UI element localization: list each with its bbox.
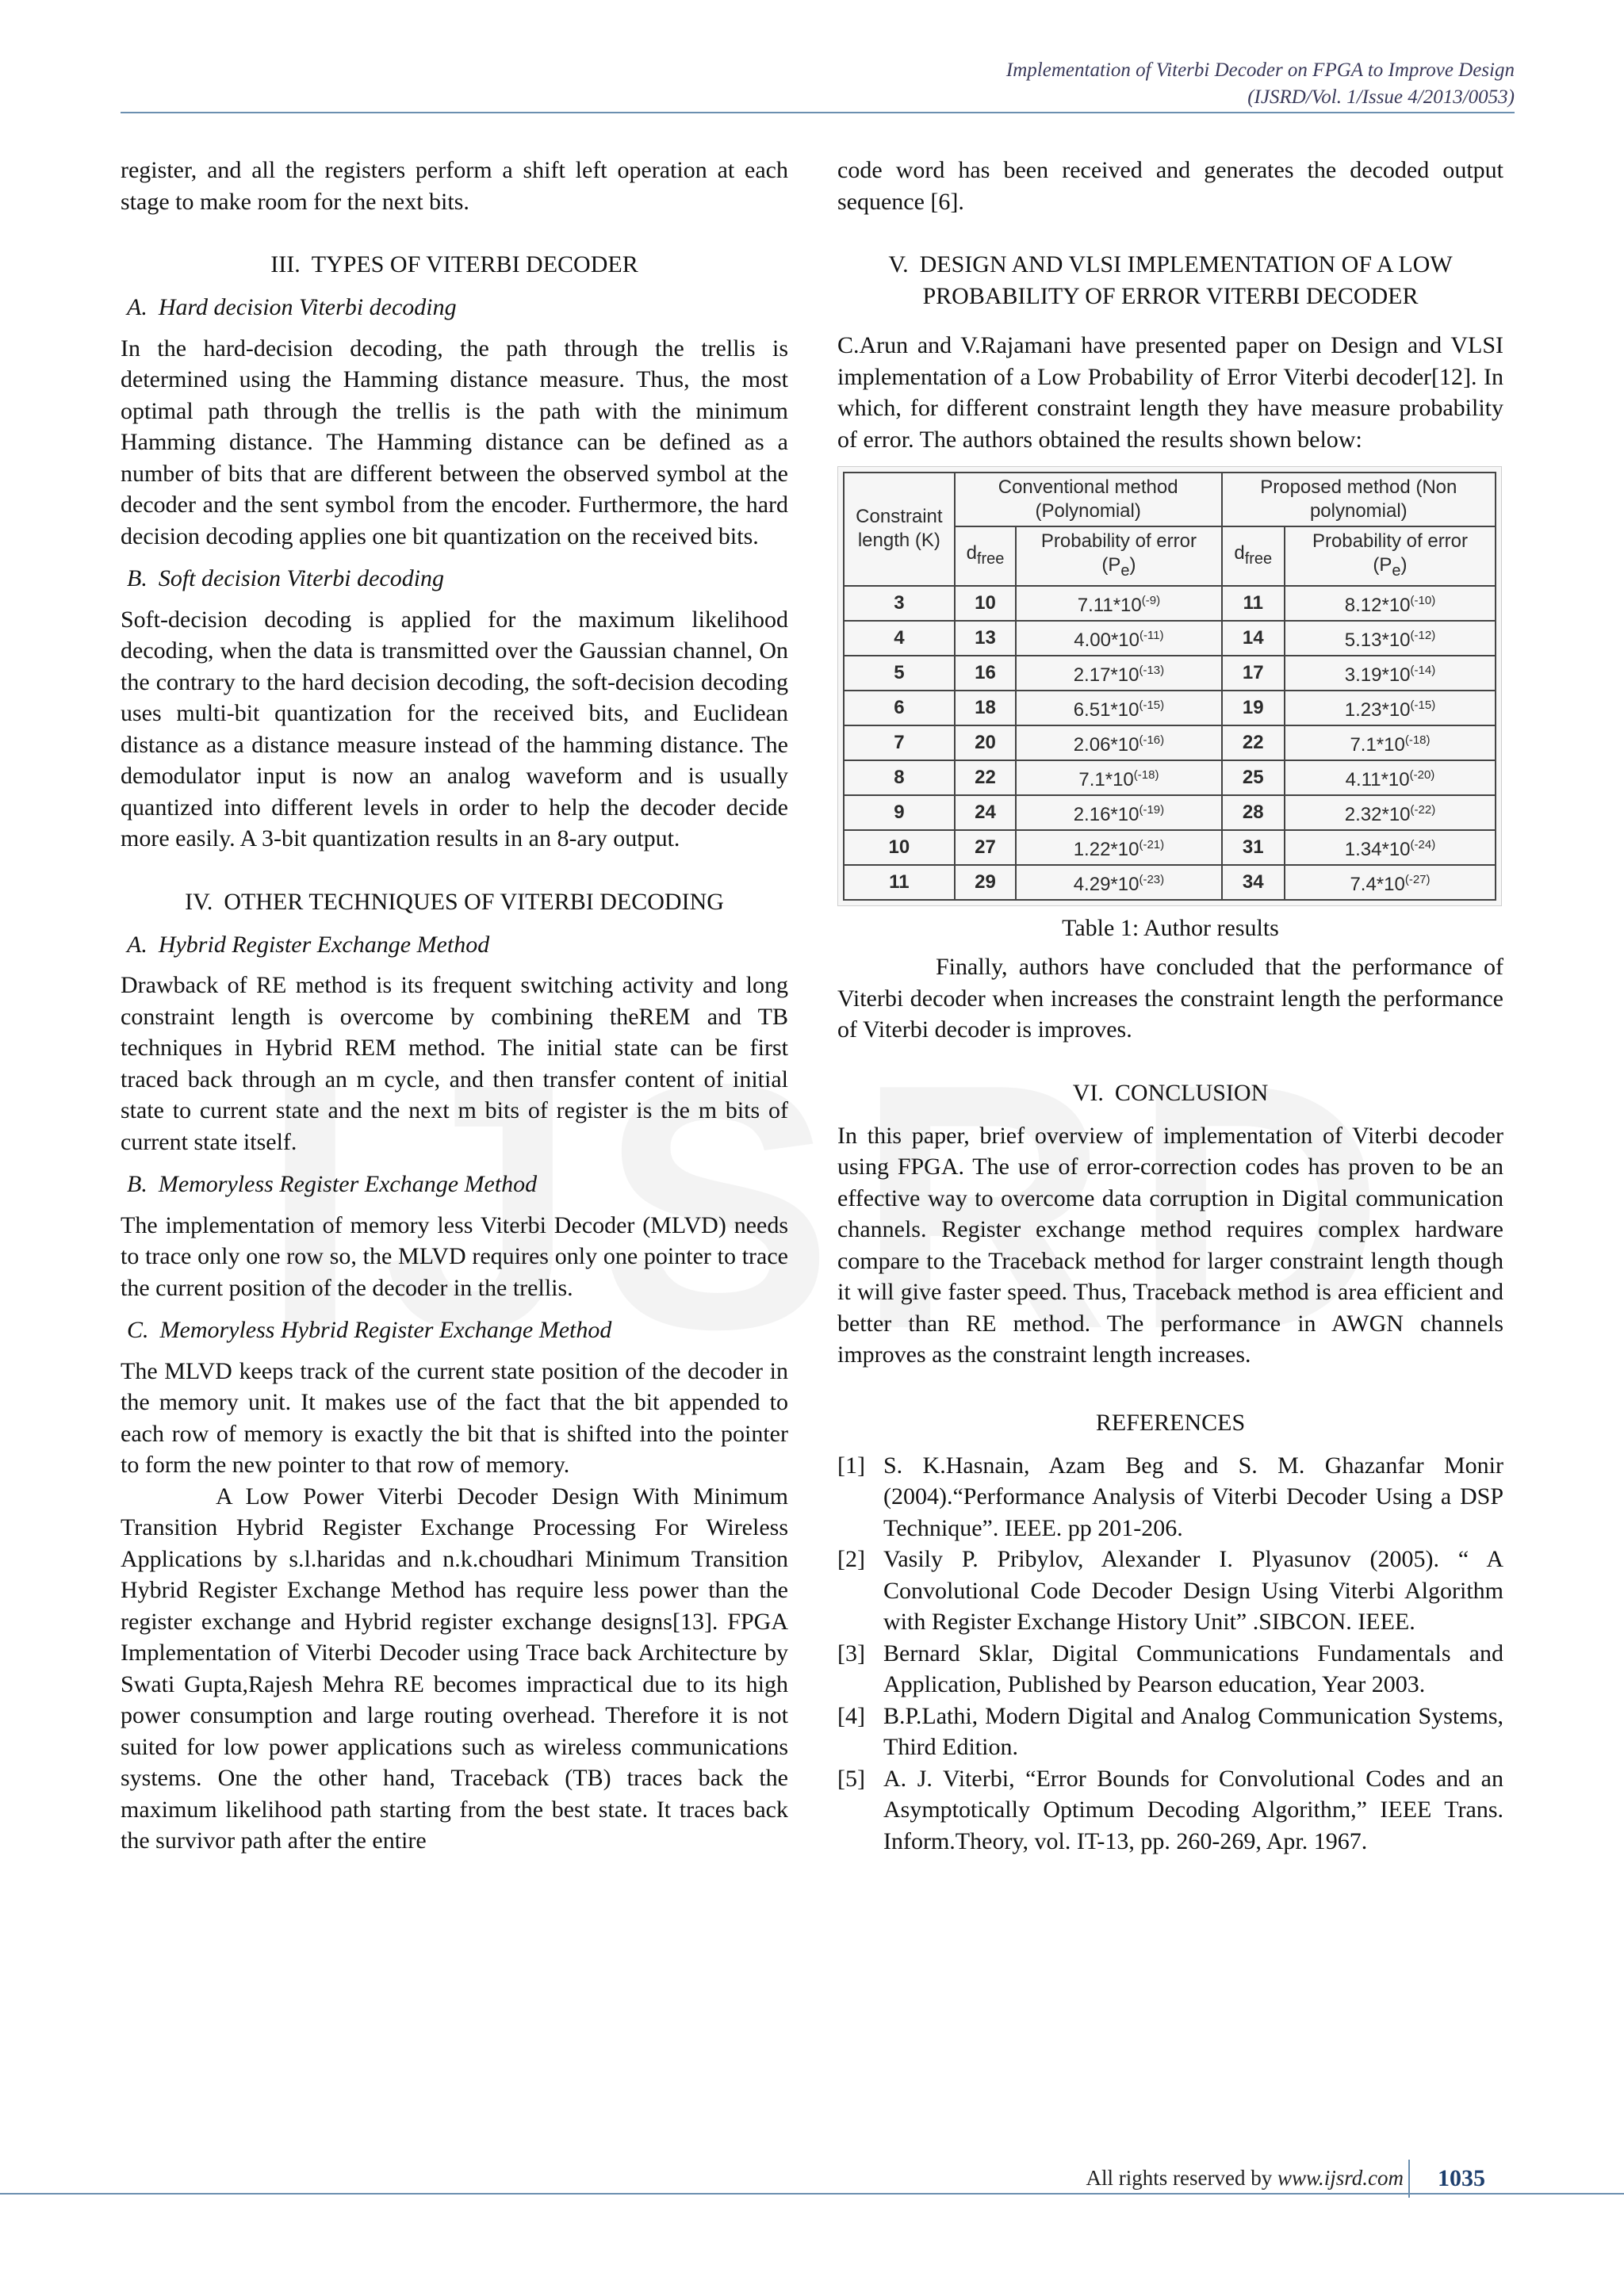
cell-probability-conventional: $7.1*10^{(-18)}$ bbox=[1016, 760, 1221, 795]
cell-constraint-length: 5 bbox=[844, 656, 955, 691]
cell-dfree-conventional: 10 bbox=[955, 586, 1016, 621]
subsection-4c-paragraph-2: A Low Power Viterbi Decoder Design With Minimum Transition Hybrid Register Exchange Processing For Wireless Applications by s.l.haridas and n.k.choudhari Minimum Transition Hybrid Register Exchange Method has require less power than the register exchange and Hybrid register exchange designs[13]. FPGA Implementation of Viterbi Decoder using Trace back Architecture by Swati Gupta,Rajesh Mehra RE becomes impractical due to its high power consumption and large routing overhead. Therefore it is not suited for low power applications such as wireless communications systems. One the other hand, Traceback (TB) traces back the maximum likelihood path starting from the best state. It traces back the survivor path after the entire bbox=[121, 1483, 788, 1854]
cell-dfree-proposed: 25 bbox=[1222, 760, 1285, 795]
right-column bbox=[837, 155, 1503, 1857]
references-list bbox=[837, 1450, 1503, 1858]
reference-item bbox=[837, 1544, 1503, 1638]
reference-text: B.P.Lathi, Modern Digital and Analog Communication Systems, Third Edition. bbox=[883, 1702, 1503, 1761]
cell-probability-conventional: $2.17*10^{(-13)}$ bbox=[1016, 656, 1221, 691]
cell-dfree-conventional: 13 bbox=[955, 621, 1016, 656]
footer-rights: All rights reserved by www.ijsrd.com bbox=[1086, 2166, 1404, 2190]
reference-number: [1] bbox=[837, 1452, 865, 1479]
cell-constraint-length: 6 bbox=[844, 691, 955, 725]
cell-probability-proposed: $8.12*10^{(-10)}$ bbox=[1285, 586, 1496, 621]
subsection-3b-paragraph: Soft-decision decoding is applied for the maximum likelihood decoding, when the data is transmitted over the Gaussian channel, On the contrary to the hard decision decoding, the soft-decision decoding uses multi-bit quantization for the received bits, and Euclidean distance as a distance measure instead of the hamming distance. The demodulator input is now an analog waveform and is usually quantized into different levels in order to help the decoder decide more easily. A 3-bit quantization results in an 8-ary output. bbox=[121, 606, 788, 851]
section-4-title: OTHER TECHNIQUES OF VITERBI DECODING bbox=[224, 888, 724, 915]
cell-constraint-length: 3 bbox=[844, 586, 955, 621]
table-row bbox=[844, 691, 1496, 725]
cell-dfree-proposed: 17 bbox=[1222, 656, 1285, 691]
reference-item bbox=[837, 1450, 1503, 1544]
cell-probability-proposed: $1.34*10^{(-24)}$ bbox=[1285, 830, 1496, 865]
section-6-heading bbox=[837, 1077, 1503, 1109]
cell-dfree-conventional: 29 bbox=[955, 865, 1016, 900]
reference-text: Bernard Sklar, Digital Communications Fundamentals and Application, Published by Pearson education, Year 2003. bbox=[883, 1640, 1503, 1698]
table-row bbox=[844, 795, 1496, 830]
cell-dfree-conventional: 20 bbox=[955, 725, 1016, 760]
page-number: 1035 bbox=[1408, 2160, 1513, 2198]
subsection-4a-heading bbox=[127, 929, 788, 961]
header-conventional-method: Conventional method (Polynomial) bbox=[955, 473, 1222, 526]
cell-probability-conventional: $4.00*10^{(-11)}$ bbox=[1016, 621, 1221, 656]
subsection-4b-paragraph: The implementation of memory less Viterbi Decoder (MLVD) needs to trace only one row so, the MLVD requires only one pointer to trace the current position of the decoder in the trellis. bbox=[121, 1211, 788, 1301]
subsection-3a-number: A. bbox=[127, 294, 147, 320]
subsection-4b-number: B. bbox=[127, 1171, 147, 1197]
cell-probability-conventional: $2.06*10^{(-16)}$ bbox=[1016, 725, 1221, 760]
cell-probability-conventional: $7.11*10^{(-9)}$ bbox=[1016, 586, 1221, 621]
cell-probability-proposed: $2.32*10^{(-22)}$ bbox=[1285, 795, 1496, 830]
reference-number: [4] bbox=[837, 1702, 865, 1729]
subsection-3a-heading bbox=[127, 292, 788, 323]
cell-dfree-conventional: 18 bbox=[955, 691, 1016, 725]
cell-dfree-proposed: 19 bbox=[1222, 691, 1285, 725]
section-5-conclusion-paragraph: Finally, authors have concluded that the performance of Viterbi decoder when increases the constraint length the performance of Viterbi decoder is improves. bbox=[837, 954, 1503, 1043]
subsection-4c-title: Memoryless Hybrid Register Exchange Method bbox=[159, 1317, 612, 1343]
table-row bbox=[844, 725, 1496, 760]
table-row bbox=[844, 586, 1496, 621]
section-5-title: DESIGN AND VLSI IMPLEMENTATION OF A LOW PROBABILITY OF ERROR VITERBI DECODER bbox=[919, 251, 1453, 309]
left-column bbox=[121, 155, 788, 1857]
subsection-4b-heading bbox=[127, 1169, 788, 1200]
cell-dfree-proposed: 28 bbox=[1222, 795, 1285, 830]
cell-probability-proposed: $1.23*10^{(-15)}$ bbox=[1285, 691, 1496, 725]
section-5-heading bbox=[837, 249, 1503, 312]
cell-constraint-length: 9 bbox=[844, 795, 955, 830]
section-6-paragraph: In this paper, brief overview of implementation of Viterbi decoder using FPGA. The use of error-correction codes has proven to be an effective way to overcome data corruption in Digital communication channels. Register exchange method requires complex hardware compare to the Traceback method for larger constraint length though it will give faster speed. Thus, Traceback method is area efficient and better than RE method. The performance in AWGN channels improves as the constraint length increases. bbox=[837, 1122, 1503, 1368]
reference-item bbox=[837, 1701, 1503, 1763]
page-footer bbox=[0, 2156, 1624, 2220]
subsection-4a-number: A. bbox=[127, 931, 147, 958]
cell-probability-conventional: $2.16*10^{(-19)}$ bbox=[1016, 795, 1221, 830]
reference-text: S. K.Hasnain, Azam Beg and S. M. Ghazanfar Monir (2004).“Performance Analysis of Viterbi Decoder Using a DSP Technique”. IEEE. pp 201-206. bbox=[883, 1452, 1503, 1541]
reference-number: [3] bbox=[837, 1640, 865, 1667]
reference-item bbox=[837, 1638, 1503, 1701]
cell-constraint-length: 10 bbox=[844, 830, 955, 865]
section-5-paragraph: C.Arun and V.Rajamani have presented paper on Design and VLSI implementation of a Low Probability of Error Viterbi decoder[12]. In which, for different constraint length they have measure probability of error. The authors obtained the results shown below: bbox=[837, 332, 1503, 453]
reference-number: [5] bbox=[837, 1765, 865, 1792]
subsection-3b-number: B. bbox=[127, 565, 147, 591]
results-table-image bbox=[837, 466, 1502, 906]
reference-number: [2] bbox=[837, 1546, 865, 1573]
cell-probability-proposed: $5.13*10^{(-12)}$ bbox=[1285, 621, 1496, 656]
cell-probability-conventional: $6.51*10^{(-15)}$ bbox=[1016, 691, 1221, 725]
header-probability-conventional: Probability of error $(P_e)$ bbox=[1016, 526, 1221, 586]
cell-dfree-conventional: 22 bbox=[955, 760, 1016, 795]
subsection-4a-paragraph: Drawback of RE method is its frequent switching activity and long constraint length is overcome by combining theREM and TB techniques in Hybrid REM method. The initial state can be first traced back through an m cycle, and then transfer content of initial state to current state and the next m bits of register is the m bits of current state itself. bbox=[121, 972, 788, 1155]
table-caption: Table 1: Author results bbox=[1062, 914, 1279, 941]
header-dfree-conventional: $d_{free}$ bbox=[955, 526, 1016, 586]
subsection-3a-paragraph: In the hard-decision decoding, the path through the trellis is determined using the Hamming distance measure. Thus, the most optimal path through the trellis is the path with the minimum Hamming distance. The Hamming distance can be defined as a number of bits that are different between the observed symbol at the decoder and the sent symbol from the encoder. Furthermore, the hard decision decoding applies one bit quantization on the received bits. bbox=[121, 335, 788, 549]
section-4-heading bbox=[121, 886, 788, 918]
table-row bbox=[844, 656, 1496, 691]
running-header-journal: (IJSRD/Vol. 1/Issue 4/2013/0053) bbox=[1247, 86, 1515, 108]
header-dfree-proposed: $d_{free}$ bbox=[1222, 526, 1285, 586]
subsection-4c-number: C. bbox=[127, 1317, 149, 1343]
cell-dfree-conventional: 24 bbox=[955, 795, 1016, 830]
cell-probability-proposed: $4.11*10^{(-20)}$ bbox=[1285, 760, 1496, 795]
reference-item bbox=[837, 1763, 1503, 1858]
subsection-3b-heading bbox=[127, 563, 788, 595]
header-probability-proposed: Probability of error $(P_e)$ bbox=[1285, 526, 1496, 586]
table-row bbox=[844, 830, 1496, 865]
results-table-body bbox=[844, 586, 1496, 900]
cell-dfree-conventional: 27 bbox=[955, 830, 1016, 865]
subsection-3b-title: Soft decision Viterbi decoding bbox=[158, 565, 445, 591]
cell-probability-proposed: $3.19*10^{(-14)}$ bbox=[1285, 656, 1496, 691]
references-heading: REFERENCES bbox=[1095, 1409, 1246, 1436]
cell-probability-proposed: $7.1*10^{(-18)}$ bbox=[1285, 725, 1496, 760]
table-row bbox=[844, 621, 1496, 656]
subsection-4c-heading bbox=[127, 1314, 788, 1346]
subsection-4a-title: Hybrid Register Exchange Method bbox=[158, 931, 490, 958]
cell-dfree-proposed: 14 bbox=[1222, 621, 1285, 656]
cell-constraint-length: 7 bbox=[844, 725, 955, 760]
reference-text: A. J. Viterbi, “Error Bounds for Convolutional Codes and an Asymptotically Optimum Decoding Algorithm,” IEEE Trans. Inform.Theory, vol. IT-13, pp. 260-269, Apr. 1967. bbox=[883, 1765, 1503, 1854]
cell-dfree-proposed: 34 bbox=[1222, 865, 1285, 900]
cell-probability-proposed: $7.4*10^{(-27)}$ bbox=[1285, 865, 1496, 900]
left-intro-paragraph: register, and all the registers perform a shift left operation at each stage to make room for the next bits. bbox=[121, 157, 788, 215]
cell-probability-conventional: $1.22*10^{(-21)}$ bbox=[1016, 830, 1221, 865]
footer-divider bbox=[0, 2193, 1624, 2195]
table-row bbox=[844, 760, 1496, 795]
running-header bbox=[1006, 57, 1515, 111]
reference-text: Vasily P. Pribylov, Alexander I. Plyasunov (2005). “ A Convolutional Code Decoder Design Using Viterbi Algorithm with Register Exchange History Unit” .SIBCON. IEEE. bbox=[883, 1546, 1503, 1636]
cell-constraint-length: 4 bbox=[844, 621, 955, 656]
running-header-title: Implementation of Viterbi Decoder on FPGA to Improve Design bbox=[1005, 59, 1515, 81]
cell-probability-conventional: $4.29*10^{(-23)}$ bbox=[1016, 865, 1221, 900]
table-row bbox=[844, 865, 1496, 900]
cell-constraint-length: 8 bbox=[844, 760, 955, 795]
header-constraint-length: Constraint length (K) bbox=[844, 473, 955, 586]
section-5-number: V. bbox=[888, 251, 909, 277]
section-6-title: CONCLUSION bbox=[1114, 1079, 1269, 1106]
cell-constraint-length: 11 bbox=[844, 865, 955, 900]
subsection-3a-title: Hard decision Viterbi decoding bbox=[158, 294, 457, 320]
footer-site-link[interactable]: www.ijsrd.com bbox=[1277, 2166, 1404, 2190]
cell-dfree-proposed: 22 bbox=[1222, 725, 1285, 760]
cell-dfree-proposed: 31 bbox=[1222, 830, 1285, 865]
section-3-number: III. bbox=[270, 251, 301, 277]
right-intro-paragraph: code word has been received and generates the decoded output sequence [6]. bbox=[837, 157, 1503, 215]
subsection-4c-paragraph-1: The MLVD keeps track of the current state position of the decoder in the memory unit. It makes use of the fact that the bit appended to each row of memory is exactly the bit that is shifted into the pointer to form the new pointer to that row of memory. bbox=[121, 1357, 788, 1478]
subsection-4b-title: Memoryless Register Exchange Method bbox=[158, 1171, 538, 1197]
header-divider bbox=[121, 112, 1515, 113]
results-table bbox=[843, 472, 1496, 901]
header-proposed-method: Proposed method (Non polynomial) bbox=[1222, 473, 1496, 526]
cell-dfree-conventional: 16 bbox=[955, 656, 1016, 691]
section-3-title: TYPES OF VITERBI DECODER bbox=[311, 251, 638, 277]
section-4-number: IV. bbox=[185, 888, 213, 915]
section-3-heading bbox=[121, 249, 788, 281]
section-6-number: VI. bbox=[1072, 1079, 1104, 1106]
cell-dfree-proposed: 11 bbox=[1222, 586, 1285, 621]
